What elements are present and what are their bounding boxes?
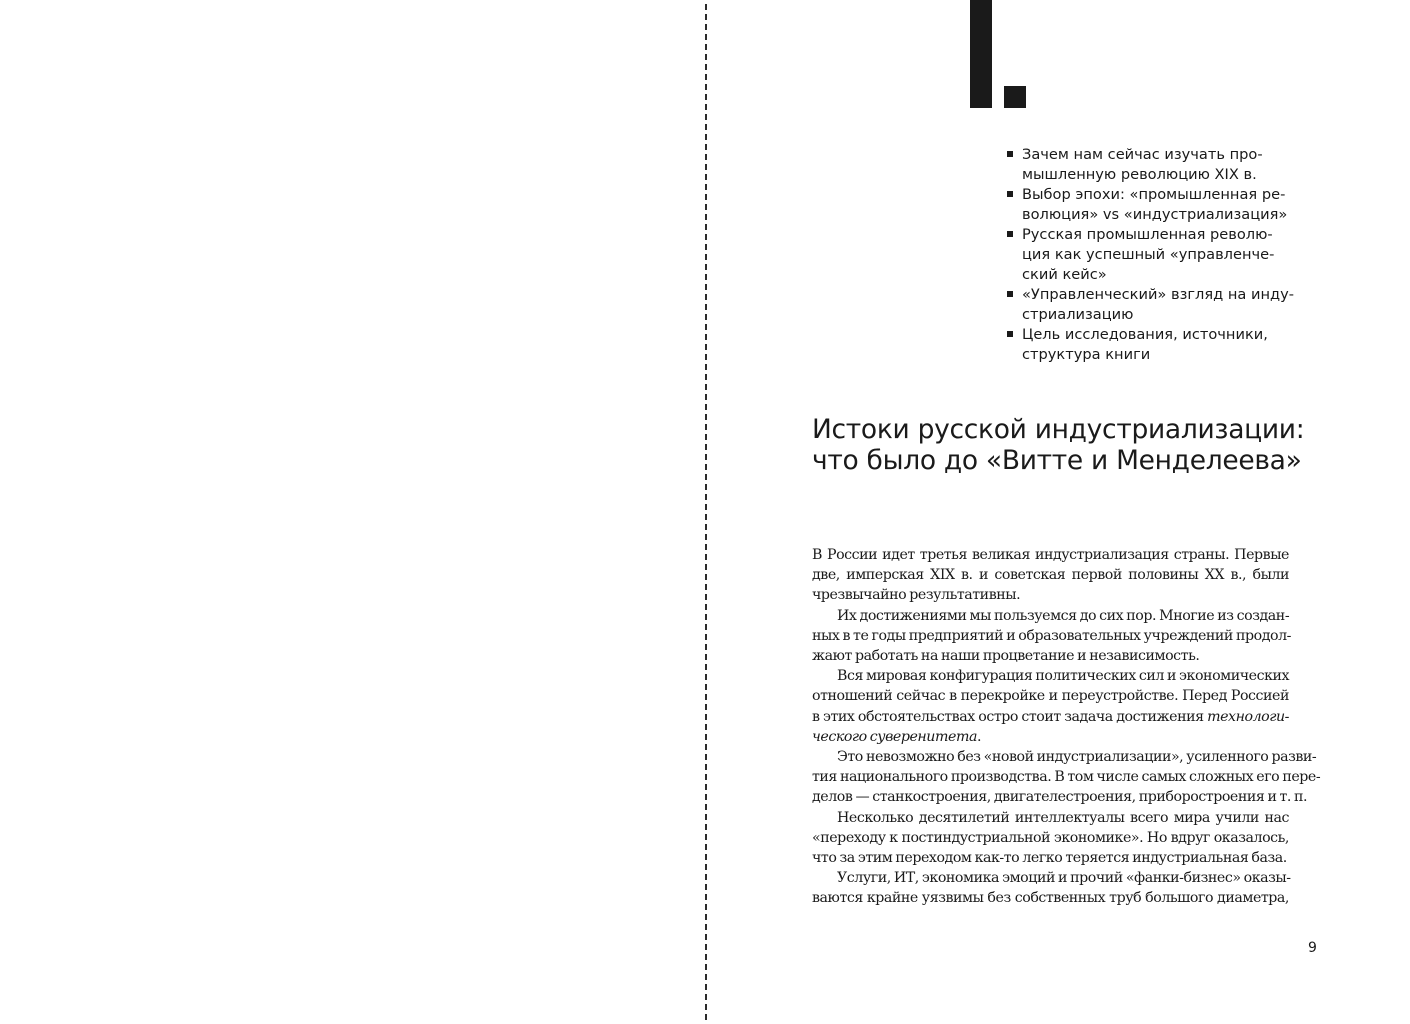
page-fold-dashed-line — [705, 4, 707, 1020]
text-line: жают работать на наши процветание и независимость. — [812, 648, 1200, 665]
contents-item — [1006, 285, 1296, 325]
contents-item-line: мышленную революцию XIX в. — [1022, 166, 1257, 183]
text-line: что за этим переходом как-то легко теряется индустриальная база. — [812, 850, 1287, 867]
emphasis-text: ческого суверенитета — [812, 728, 977, 745]
contents-item-line: волюция» vs «индустриализация» — [1022, 206, 1288, 223]
paragraph — [812, 808, 1289, 869]
text-line: Услуги, ИТ, экономика эмоций и прочий «фанки-бизнес» оказы- — [837, 870, 1291, 887]
contents-item-line: «Управленческий» взгляд на инду- — [1022, 286, 1295, 303]
contents-item-line: ский кейс» — [1022, 266, 1107, 283]
paragraph — [812, 606, 1289, 667]
section-title — [812, 414, 1305, 476]
text-line: две, имперская XIX в. и советская первой половины XX в., были — [812, 567, 1289, 584]
chapter-numeral-dot — [1004, 86, 1026, 108]
text-line: ных в те годы предприятий и образовательных учреждений продол- — [812, 627, 1291, 644]
text-line: Это невозможно без «новой индустриализации», усиленного разви- — [837, 749, 1317, 766]
contents-item-line: Цель исследования, источники, — [1022, 326, 1268, 343]
chapter-numeral-bar — [970, 0, 992, 108]
text-line — [812, 707, 1289, 727]
text-line: отношений сейчас в перекройке и переустройстве. Перед Россией — [812, 688, 1289, 705]
text-line: делов — станкостроения, двигателестроения, приборостроения и т. п. — [812, 789, 1308, 806]
contents-item — [1006, 185, 1296, 225]
paragraph — [812, 868, 1289, 908]
square-bullet-icon — [1007, 191, 1013, 197]
text-line — [812, 727, 1289, 747]
text-run: в этих обстоятельствах остро стоит задача достижения — [812, 708, 1208, 725]
text-line: тия национального производства. В том числе самых сложных его пере- — [812, 769, 1321, 786]
contents-item-line: ция как успешный «управленче- — [1022, 246, 1275, 263]
contents-item-line: структура книги — [1022, 346, 1151, 363]
paragraph — [812, 666, 1289, 747]
paragraph — [812, 747, 1321, 808]
square-bullet-icon — [1007, 231, 1013, 237]
text-run: . — [976, 728, 982, 745]
section-title-line: Истоки русской индустриализации: — [812, 414, 1305, 445]
text-line: Вся мировая конфигурация политических сил и экономических — [837, 668, 1290, 685]
page-number: 9 — [1308, 940, 1317, 956]
square-bullet-icon — [1007, 291, 1013, 297]
text-line: «переходу к постиндустриальной экономике». Но вдруг оказалось, — [812, 829, 1289, 846]
square-bullet-icon — [1007, 331, 1013, 337]
contents-item — [1006, 325, 1296, 365]
text-line: ваются крайне уязвимы без собственных труб большого диаметра, — [812, 890, 1289, 907]
emphasis-text: технологи- — [1207, 708, 1289, 725]
contents-item — [1006, 145, 1296, 185]
chapter-number-mark — [970, 0, 1030, 110]
contents-item-line: Зачем нам сейчас изучать про- — [1022, 146, 1263, 163]
section-title-line: что было до «Витте и Менделеева» — [812, 445, 1302, 476]
chapter-contents-list — [1006, 145, 1296, 365]
text-line: Их достижениями мы пользуемся до сих пор. Многие из создан- — [837, 607, 1290, 624]
square-bullet-icon — [1007, 151, 1013, 157]
text-line: Несколько десятилетий интеллектуалы всего мира учили нас — [837, 809, 1289, 826]
contents-item-line: стриализацию — [1022, 306, 1134, 323]
contents-item-line: Выбор эпохи: «промышленная ре- — [1022, 186, 1286, 203]
text-line: чрезвычайно результативны. — [812, 587, 1021, 604]
paragraph — [812, 545, 1289, 606]
contents-item-line: Русская промышленная револю- — [1022, 226, 1273, 243]
text-line: В России идет третья великая индустриализация страны. Первые — [812, 547, 1289, 563]
body-text — [812, 545, 1321, 909]
contents-item — [1006, 225, 1296, 285]
